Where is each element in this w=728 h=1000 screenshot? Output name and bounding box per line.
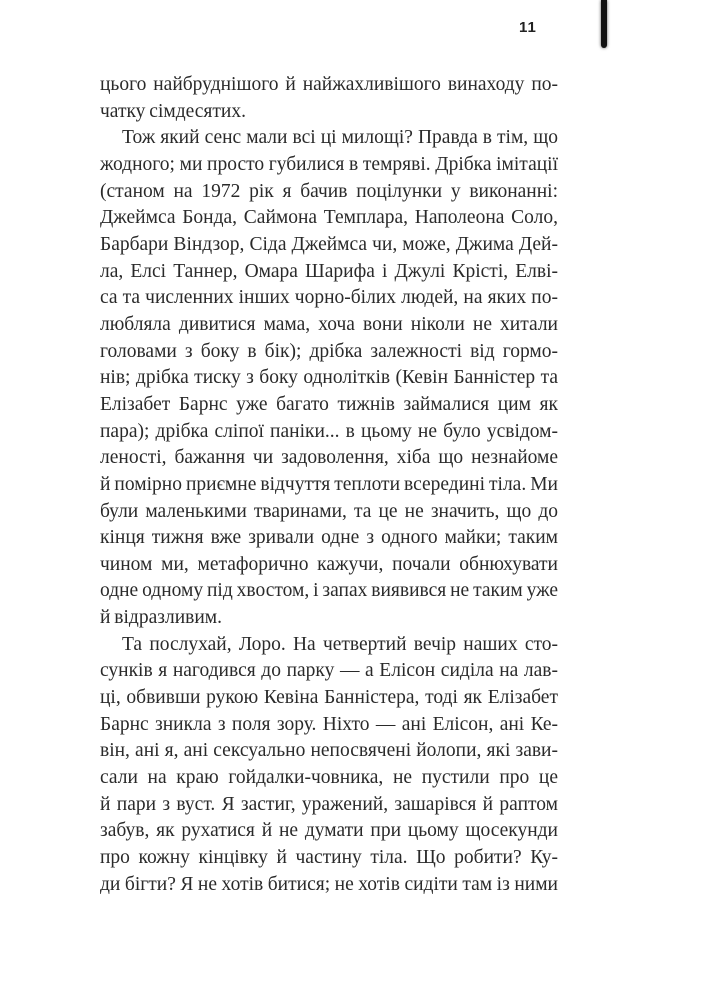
text-line: нів; дрібка тиску з боку однолітків (Кевін Банністер та (100, 367, 558, 389)
page-number: 11 (519, 19, 537, 36)
text-line: Барбари Віндзор, Сіда Джеймса чи, може, Джима Дей- (100, 233, 558, 255)
text-line: любляла дивитися мама, хоча вони ніколи не хитали (100, 313, 558, 335)
text-line: ла, Елсі Таннер, Омара Шарифа і Джулі Крісті, Елві- (100, 260, 558, 282)
text-line: цього найбруднішого й найжахливішого винаходу по- (100, 74, 558, 95)
text-line: були маленькими тваринами, та це не значить, що до (100, 500, 558, 522)
text-line: пара); дрібка сліпої паніки... в цьому не було усвідом- (100, 420, 558, 442)
text-line: ди бігти? Я не хотів битися; не хотів сидіти там із ними (100, 873, 558, 895)
text-line: (станом на 1972 рік я бачив поцілунки у виконанні: (100, 180, 558, 202)
text-line: сали на краю гойдалки-човника, не пустили про це (100, 767, 558, 789)
text-line: про кожну кінцівку й частину тіла. Що робити? Ку- (100, 847, 558, 869)
text-line: Тож який сенс мали всі ці милощі? Правда в тім, що (122, 127, 558, 149)
text-line: й помірно приємне відчуття теплоти всередині тіла. Ми (100, 473, 558, 495)
text-line: ці, обвивши рукою Кевіна Банністера, тоді як Елізабет (100, 687, 558, 709)
text-line: Барнс зникла з поля зору. Ніхто — ані Елісон, ані Ке- (100, 713, 558, 735)
page-edge-mark (601, 0, 607, 48)
text-line: й відразливим. (100, 607, 222, 629)
text-line: чином ми, метафорично кажучи, почали обнюхувати (100, 553, 558, 575)
text-line: головами з боку в бік); дрібка залежності від гормо- (100, 340, 558, 362)
text-line: Джеймса Бонда, Саймона Темплара, Наполеона Соло, (100, 207, 558, 229)
text-line: Та послухай, Лоро. На четвертий вечір наших сто- (122, 633, 558, 655)
text-line: забув, як рухатися й не думати при цьому щосекунди (100, 820, 558, 842)
text-line: са та численних інших чорно-білих людей, на яких по- (100, 287, 558, 309)
body-text (100, 72, 558, 898)
text-line: леності, бажання чи задоволення, хіба що незнайоме (100, 447, 558, 469)
text-line: й пари з вуст. Я застиг, уражений, зашарівся й раптом (100, 793, 558, 815)
text-line: одне одному під хвостом, і запах виявився не таким уже (100, 580, 558, 602)
text-line: сунків я нагодився до парку — а Елісон сиділа на лав- (100, 660, 558, 682)
text-line: Елізабет Барнс уже багато тижнів займалися цим як (100, 393, 558, 415)
text-line: кінця тижня вже зривали одне з одного майки; таким (100, 527, 558, 549)
text-line: жодного; ми просто губилися в темряві. Дрібка імітації (100, 153, 558, 175)
text-line: чатку сімдесятих. (100, 100, 246, 122)
text-line: він, ані я, ані сексуально непосвячені йолопи, які зави- (100, 740, 558, 762)
